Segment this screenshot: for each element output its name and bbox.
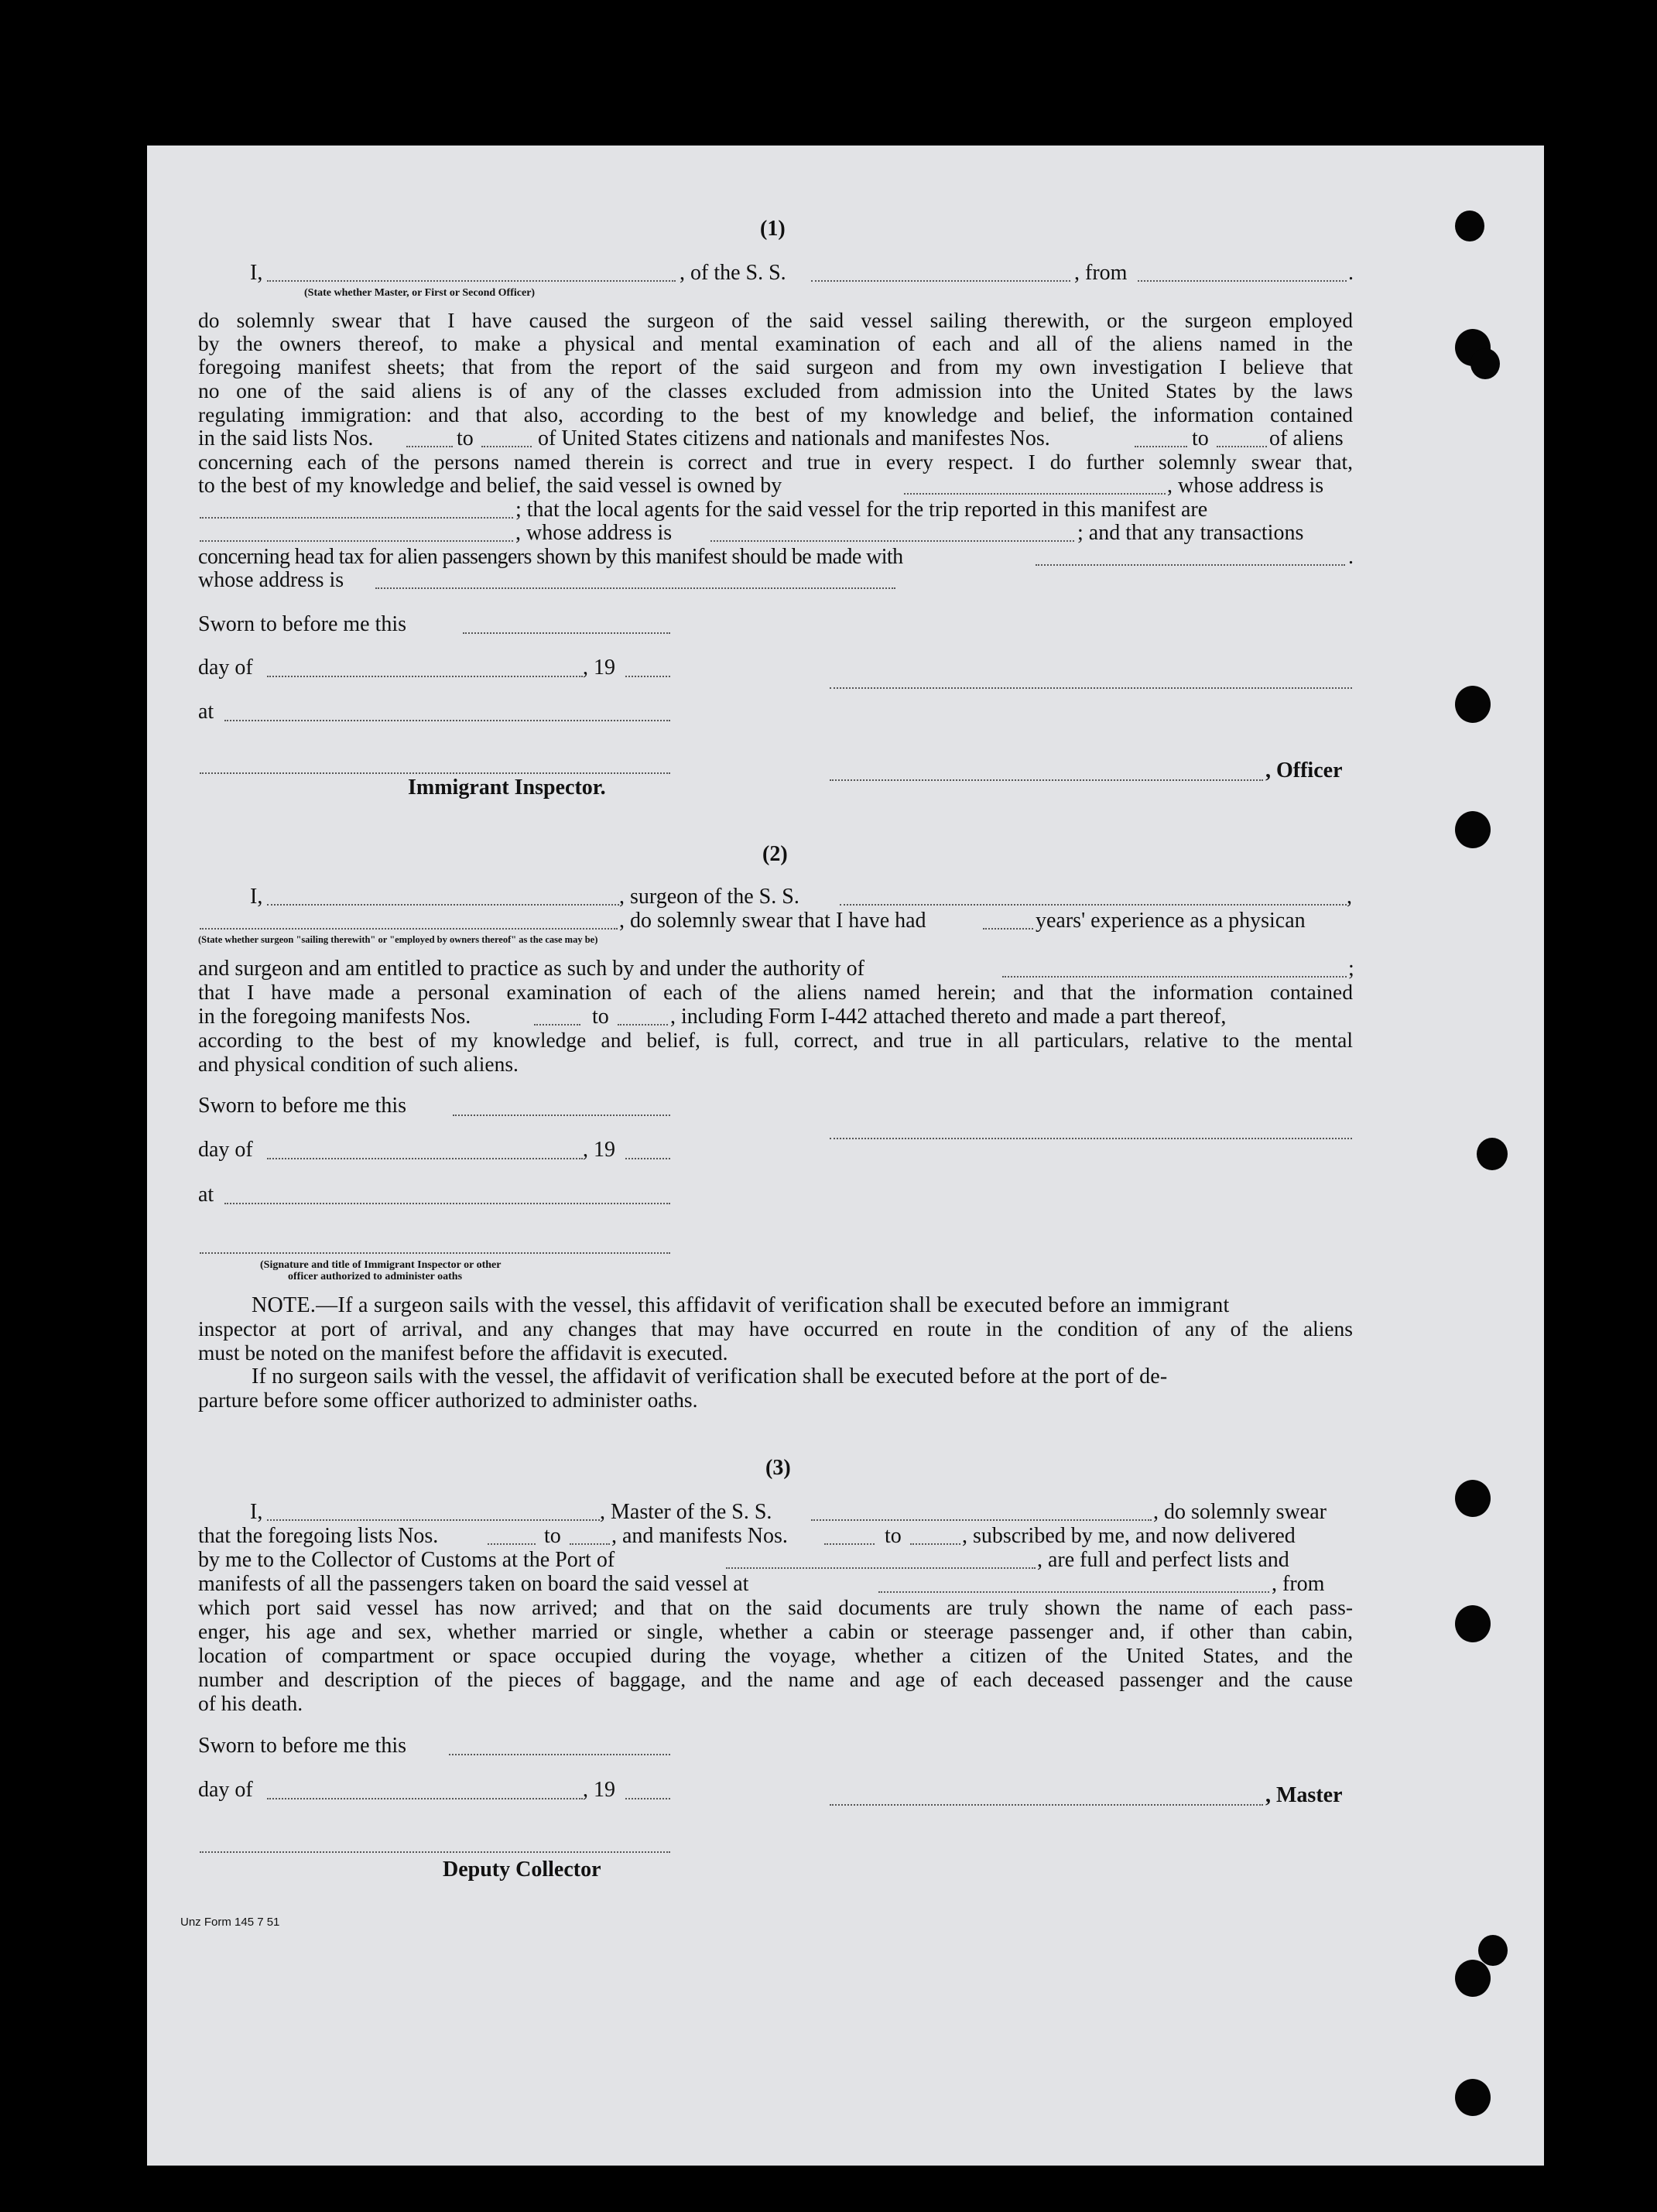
s2-manifest-to-blank[interactable] (618, 1024, 668, 1026)
s1-line: regulating immigration: and that also, according to the best of my knowledge and belief, the information contained (198, 402, 1353, 426)
s2-experience: years' experience as a physican (1036, 909, 1306, 933)
s1-officer-label: , Officer (1265, 758, 1343, 782)
surgeon-type-blank[interactable] (200, 928, 618, 930)
s3-lists-nos: that the foregoing lists Nos. (198, 1524, 439, 1548)
s1-head-tax: concerning head tax for alien passengers shown by this manifest should be made with (198, 545, 903, 569)
note-line: inspector at port of arrival, and any changes that may have occurred en route in the condition of any of the aliens (198, 1317, 1353, 1341)
section-3-heading: (3) (765, 1456, 791, 1480)
manifest-to-blank[interactable] (1217, 446, 1267, 447)
agents-address-blank[interactable] (710, 540, 1074, 542)
s1-oath-i: I, (250, 261, 263, 285)
s1-day-of: day of (198, 656, 253, 680)
list-from-blank[interactable] (406, 446, 453, 447)
s1-transactions: ; and that any transactions (1077, 521, 1304, 545)
s2-day-of: day of (198, 1138, 253, 1162)
s2-sworn-day-blank[interactable] (453, 1115, 670, 1116)
s1-line: by the owners thereof, to make a physical and mental examination of each and all of the aliens named in the (198, 331, 1353, 355)
head-tax-blank[interactable] (1036, 564, 1345, 566)
s1-owned-by: to the best of my knowledge and belief, the said vessel is owned by (198, 474, 782, 498)
s1-line: foregoing manifest sheets; that from the report of the said surgeon and from my own investigation I believe that (198, 354, 1353, 378)
punch-hole (1470, 348, 1500, 379)
place-blank[interactable] (224, 720, 670, 721)
note-line: parture before some officer authorized to administer oaths. (198, 1388, 698, 1412)
s2-line: according to the best of my knowledge and belief, is full, correct, and true in all particulars, relative to the mental (198, 1028, 1353, 1052)
s1-local-agents: ; that the local agents for the said vessel for the trip reported in this manifest are (515, 498, 1208, 522)
s3-master-of: , Master of the S. S. (600, 1500, 772, 1524)
s3-line: which port said vessel has now arrived; and that on the said documents are truly shown the name of each pass- (198, 1595, 1353, 1619)
s3-collector: by me to the Collector of Customs at the Port of (198, 1548, 615, 1572)
note-line: must be noted on the manifest before the affidavit is executed. (198, 1341, 728, 1365)
s1-owner-address: , whose address is (1167, 474, 1324, 498)
s3-to: to (544, 1524, 561, 1548)
s2-oath-i: I, (250, 885, 263, 909)
s3-from: , from (1272, 1572, 1325, 1596)
s3-taken-on-board: manifests of all the passengers taken on board the said vessel at (198, 1572, 749, 1596)
inspector-sig-blank[interactable] (200, 772, 670, 774)
s3-master-label: , Master (1265, 1783, 1343, 1807)
note-line: If no surgeon sails with the vessel, the affidavit of verification shall be executed before at the port of de- (252, 1365, 1168, 1388)
s2-form-i442: , including Form I-442 attached thereto and made a part thereof, (670, 1005, 1227, 1029)
master-name-blank[interactable] (267, 1519, 600, 1521)
s3-sworn: Sworn to before me this (198, 1734, 407, 1758)
s3-year-prefix: , 19 (583, 1778, 615, 1802)
punch-hole (1455, 811, 1491, 848)
section-1-heading: (1) (760, 217, 786, 241)
s3-line: location of compartment or space occupied during the voyage, whether a citizen of the United States, and the (198, 1643, 1353, 1667)
s3-swear: , do solemnly swear (1153, 1500, 1327, 1524)
note-line: NOTE.—If a surgeon sails with the vessel, this affidavit of verification shall be executed before an immigrant (252, 1293, 1230, 1317)
surgeon-sig-blank[interactable] (830, 1138, 1352, 1139)
s3-oath-i: I, (250, 1500, 263, 1524)
s1-period-2: . (1348, 545, 1354, 569)
form-number: Unz Form 145 7 51 (180, 1916, 280, 1929)
punch-hole (1477, 1138, 1508, 1170)
s1-to-2: to (1192, 426, 1209, 450)
s3-line: number and description of the pieces of baggage, and the name and age of each deceased passenger and the cause (198, 1667, 1353, 1691)
name-blank[interactable] (267, 280, 676, 282)
s3-vessel-blank[interactable] (811, 1519, 1152, 1521)
s1-period: . (1348, 261, 1354, 285)
punch-hole (1455, 211, 1484, 241)
s2-semicolon: ; (1348, 957, 1354, 981)
s2-manifests-nos: in the foregoing manifests Nos. (198, 1005, 471, 1029)
s3-day-of: day of (198, 1778, 253, 1802)
punch-hole (1455, 2079, 1491, 2116)
s3-line: enger, his age and sex, whether married or single, whether a cabin or steerage passenger and, if other than cabin, (198, 1619, 1353, 1643)
sworn-day-blank[interactable] (463, 632, 670, 634)
s3-line: of his death. (198, 1691, 303, 1715)
vessel-blank[interactable] (811, 280, 1070, 282)
s2-line: that I have made a personal examination of each of the aliens named herein; and that the information contained (198, 980, 1353, 1004)
deputy-sig-blank[interactable] (200, 1851, 670, 1853)
port-blank[interactable] (726, 1567, 1036, 1569)
s2-sig-note-2: officer authorized to administer oaths (288, 1271, 463, 1282)
punch-hole (1455, 1605, 1491, 1642)
s2-surgeon-note: (State whether surgeon "sailing therewith" or "employed by owners thereof" as the case may be) (198, 934, 598, 945)
s3-list-from-blank[interactable] (488, 1543, 536, 1545)
s1-whose-address: whose address is (198, 568, 344, 592)
officer-sig-blank[interactable] (830, 779, 1263, 781)
s1-line: concerning each of the persons named therein is correct and true in every respect. I do further solemnly swear that, (198, 450, 1353, 474)
list-to-blank[interactable] (481, 446, 532, 447)
s3-manifests: , and manifests Nos. (611, 1524, 788, 1548)
s1-sworn: Sworn to before me this (198, 612, 407, 636)
punch-hole (1478, 1935, 1508, 1966)
s1-rank-note: (State whether Master, or First or Second Officer) (304, 287, 536, 299)
punch-hole (1455, 1480, 1491, 1517)
s2-to: to (592, 1005, 609, 1029)
officer-name-blank[interactable] (830, 687, 1352, 689)
surgeon-name-blank[interactable] (267, 904, 619, 906)
s3-full-lists: , are full and perfect lists and (1037, 1548, 1289, 1572)
s3-manifest-from-blank[interactable] (824, 1543, 875, 1545)
s2-line: and physical condition of such aliens. (198, 1052, 519, 1076)
s3-subscribed: , subscribed by me, and now delivered (962, 1524, 1296, 1548)
s1-citizens: of United States citizens and nationals and manifestes Nos. (538, 426, 1050, 450)
s1-year-prefix: , 19 (583, 656, 615, 680)
s3-sworn-day-blank[interactable] (449, 1754, 670, 1755)
punch-hole (1455, 686, 1491, 723)
s1-at: at (198, 700, 214, 724)
owner-blank[interactable] (904, 493, 1166, 495)
s3-month-blank[interactable] (267, 1798, 583, 1799)
s3-year-blank[interactable] (625, 1798, 670, 1799)
from-port-blank[interactable] (1138, 280, 1347, 282)
s2-sworn: Sworn to before me this (198, 1094, 407, 1118)
s1-of-ss: , of the S. S. (680, 261, 786, 285)
authority-blank[interactable] (1002, 976, 1347, 978)
s2-inspector-sig-blank[interactable] (200, 1252, 670, 1254)
s2-year-prefix: , 19 (583, 1138, 615, 1162)
s1-lists-nos: in the said lists Nos. (198, 426, 374, 450)
s2-authority: and surgeon and am entitled to practice as such by and under the authority of (198, 957, 864, 981)
s3-manifest-to-blank[interactable] (910, 1543, 960, 1545)
head-tax-address-blank[interactable] (375, 587, 895, 589)
s2-manifest-from-blank[interactable] (534, 1024, 580, 1026)
s2-month-blank[interactable] (267, 1158, 583, 1159)
s1-to: to (457, 426, 474, 450)
s1-agents-address: , whose address is (515, 521, 673, 545)
s1-line: no one of the said aliens is of any of the classes excluded from admission into the United States by the laws (198, 378, 1353, 402)
s1-inspector-label: Immigrant Inspector. (408, 776, 606, 800)
s1-line: do solemnly swear that I have caused the surgeon of the said vessel sailing therewith, or the surgeon employed (198, 308, 1353, 332)
s1-from: , from (1074, 261, 1128, 285)
s3-deputy-label: Deputy Collector (443, 1858, 601, 1882)
agents-blank[interactable] (200, 540, 513, 542)
s2-place-blank[interactable] (224, 1203, 670, 1204)
punch-hole (1455, 1960, 1491, 1997)
owner-address-blank[interactable] (200, 517, 513, 519)
s3-list-to-blank[interactable] (570, 1543, 610, 1545)
s2-vessel-blank[interactable] (840, 904, 1347, 906)
s1-of-aliens: of aliens (1269, 426, 1344, 450)
s2-sig-note-1: (Signature and title of Immigrant Inspector or other (260, 1259, 502, 1271)
s2-years-swear: , do solemnly swear that I have had (619, 909, 926, 933)
month-blank[interactable] (267, 676, 583, 677)
s3-to-2: to (885, 1524, 902, 1548)
years-blank[interactable] (983, 928, 1033, 930)
embark-port-blank[interactable] (878, 1591, 1269, 1593)
master-sig-blank[interactable] (830, 1804, 1263, 1806)
s2-comma: , (1347, 885, 1352, 909)
manifest-from-blank[interactable] (1135, 446, 1187, 447)
s2-surgeon-of: , surgeon of the S. S. (619, 885, 799, 909)
s2-year-blank[interactable] (625, 1158, 670, 1159)
section-2-heading: (2) (762, 842, 788, 866)
year-blank[interactable] (625, 676, 670, 677)
s2-at: at (198, 1183, 214, 1207)
